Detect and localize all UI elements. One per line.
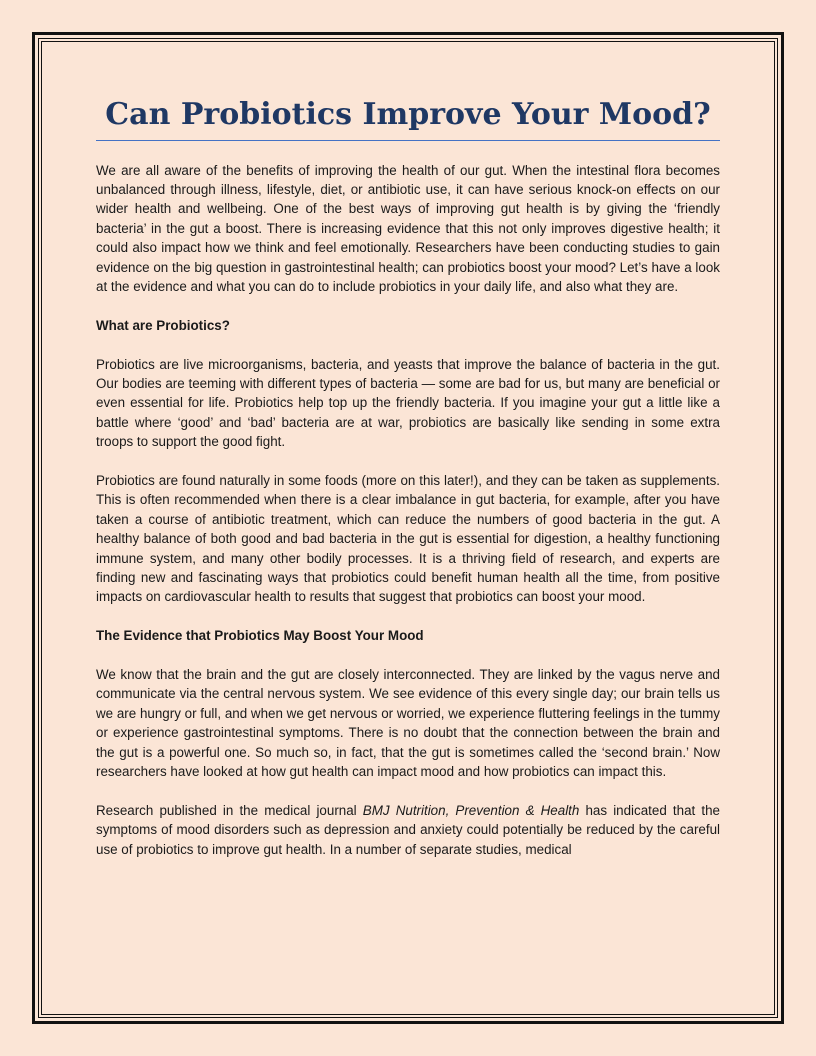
paragraph-research: [96, 801, 720, 859]
page-title: Can Probiotics Improve Your Mood?: [96, 96, 720, 141]
paragraph: Probiotics are found naturally in some foods (more on this later!), and they can be taken as supplements. This is often recommended when there is a clear imbalance in gut bacteria, for example, after you have taken a course of antibiotic treatment, which can reduce the numbers of good bacteria in the gut. A healthy balance of both good and bad bacteria in the gut is essential for digestion, a healthy functioning immune system, and many other bodily processes. It is a thriving field of research, and experts are finding new and fascinating ways that probiotics could benefit human health all the time, from positive impacts on cardiovascular health to results that suggest that probiotics can boost your mood.: [96, 472, 720, 605]
paragraph: We know that the brain and the gut are closely interconnected. They are linked by the vagus nerve and communicate via the central nervous system. We see evidence of this every single day; our brain tells us we are hungry or full, and when we get nervous or worried, we experience fluttering feelings in the tummy or experience gastrointestinal symptoms. There is no doubt that the connection between the brain and the gut is a powerful one. So much so, in fact, that the gut is sometimes called the ‘second brain.’ Now researchers have looked at how gut health can impact mood and how probiotics can impact this.: [96, 666, 720, 780]
journal-name: BMJ Nutrition, Prevention & Health: [362, 802, 580, 818]
section-heading-evidence: The Evidence that Probiotics May Boost Your Mood: [96, 628, 424, 644]
research-text-before: Research published in the medical journal: [96, 802, 363, 818]
article-body: [96, 161, 720, 860]
intro-paragraph: We are all aware of the benefits of improving the health of our gut. When the intestinal flora becomes unbalanced through illness, lifestyle, diet, or antibiotic use, it can have serious knock-on effects on our wider health and wellbeing. One of the best ways of improving gut health is by giving the ‘friendly bacteria’ in the gut a boost. There is increasing evidence that this not only improves digestive health; it could also impact how we think and feel emotionally. Researchers have been conducting studies to gain evidence on the big question in gastrointestinal health; can probiotics boost your mood? Let’s have a look at the evidence and what you can do to include probiotics in your daily life, and also what they are.: [96, 162, 720, 294]
research-text-after: has indicated that the symptoms of mood disorders such as depression and anxiety could potentially be reduced by the careful use of probiotics to improve gut health. In a number of separate studies, medical: [96, 802, 721, 857]
paragraph: Probiotics are live microorganisms, bacteria, and yeasts that improve the balance of bacteria in the gut. Our bodies are teeming with different types of bacteria — some are bad for us, but many are beneficial or even essential for life. Probiotics help top up the friendly bacteria. If you imagine your gut a little like a battle where ‘good’ and ‘bad’ bacteria are at war, probiotics are basically like sending in some extra troops to support the good fight.: [96, 356, 720, 450]
document-content: [96, 96, 720, 878]
section-heading-what-are-probiotics: What are Probiotics?: [96, 317, 230, 333]
